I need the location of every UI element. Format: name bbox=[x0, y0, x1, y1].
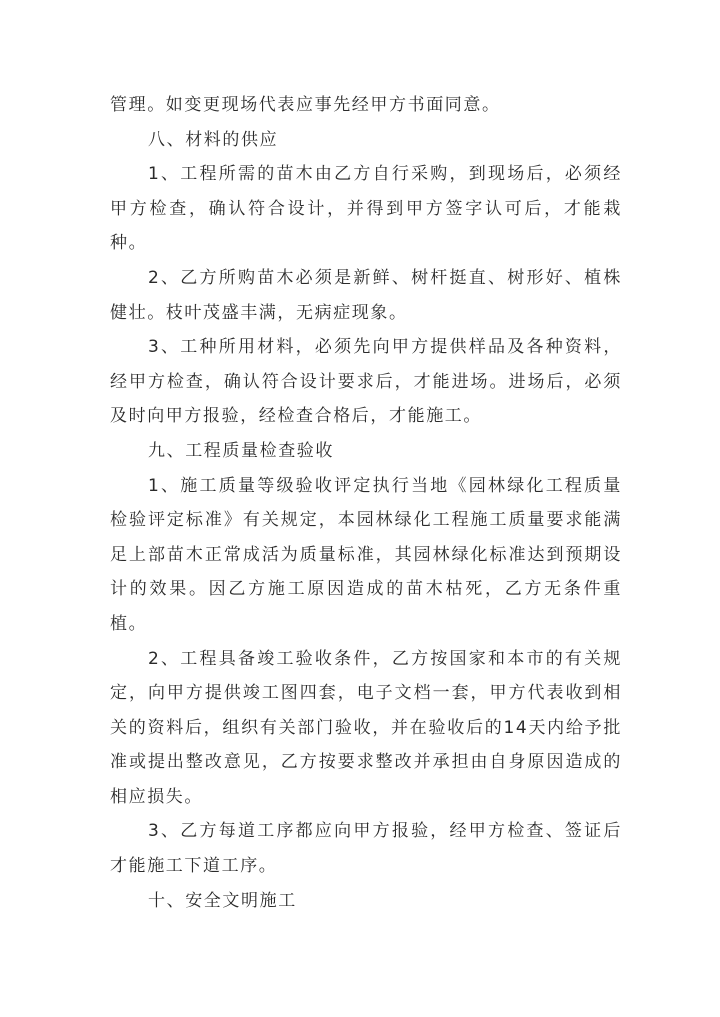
paragraph-quality-2: 2、工程具备竣工验收条件，乙方按国家和本市的有关规定，向甲方提供竣工图四套，电子文档一套，甲方代表收到相关的资料后，组织有关部门验收，并在验收后的14天内给予批准或提出整改意见，乙方按要求整改并承担由自身原因造成的相应损失。 bbox=[110, 648, 622, 807]
paragraph-materials-3: 3、工种所用材料，必须先向甲方提供样品及各种资料，经甲方检查，确认符合设计要求后，才能进场。进场后，必须及时向甲方报验，经检查合格后，才能施工。 bbox=[110, 337, 622, 427]
section-heading-materials: 八、材料的供应 bbox=[148, 129, 279, 150]
paragraph-quality-3: 3、乙方每道工序都应向甲方报验，经甲方检查、签证后才能施工下道工序。 bbox=[110, 821, 622, 877]
paragraph-materials-1: 1、工程所需的苗木由乙方自行采购，到现场后，必须经甲方检查，确认符合设计，并得到甲方签字认可后，才能栽种。 bbox=[110, 164, 622, 254]
paragraph-quality-1: 1、施工质量等级验收评定执行当地《园林绿化工程质量检验评定标准》有关规定，本园林绿化工程施工质量要求能满足上部苗木正常成活为质量标准，其园林绿化标准达到预期设计的效果。因乙方施工原因造成的苗木枯死，乙方无条件重植。 bbox=[110, 475, 622, 634]
paragraph-continuation: 管理。如变更现场代表应事先经甲方书面同意。 bbox=[110, 95, 501, 115]
document-body bbox=[110, 88, 622, 918]
section-heading-safety: 十、安全文明施工 bbox=[148, 890, 297, 911]
paragraph-materials-2: 2、乙方所购苗木必须是新鲜、树杆挺直、树形好、植株健壮。枝叶茂盛丰满，无病症现象。 bbox=[110, 267, 622, 323]
section-heading-quality: 九、工程质量检查验收 bbox=[148, 440, 334, 461]
